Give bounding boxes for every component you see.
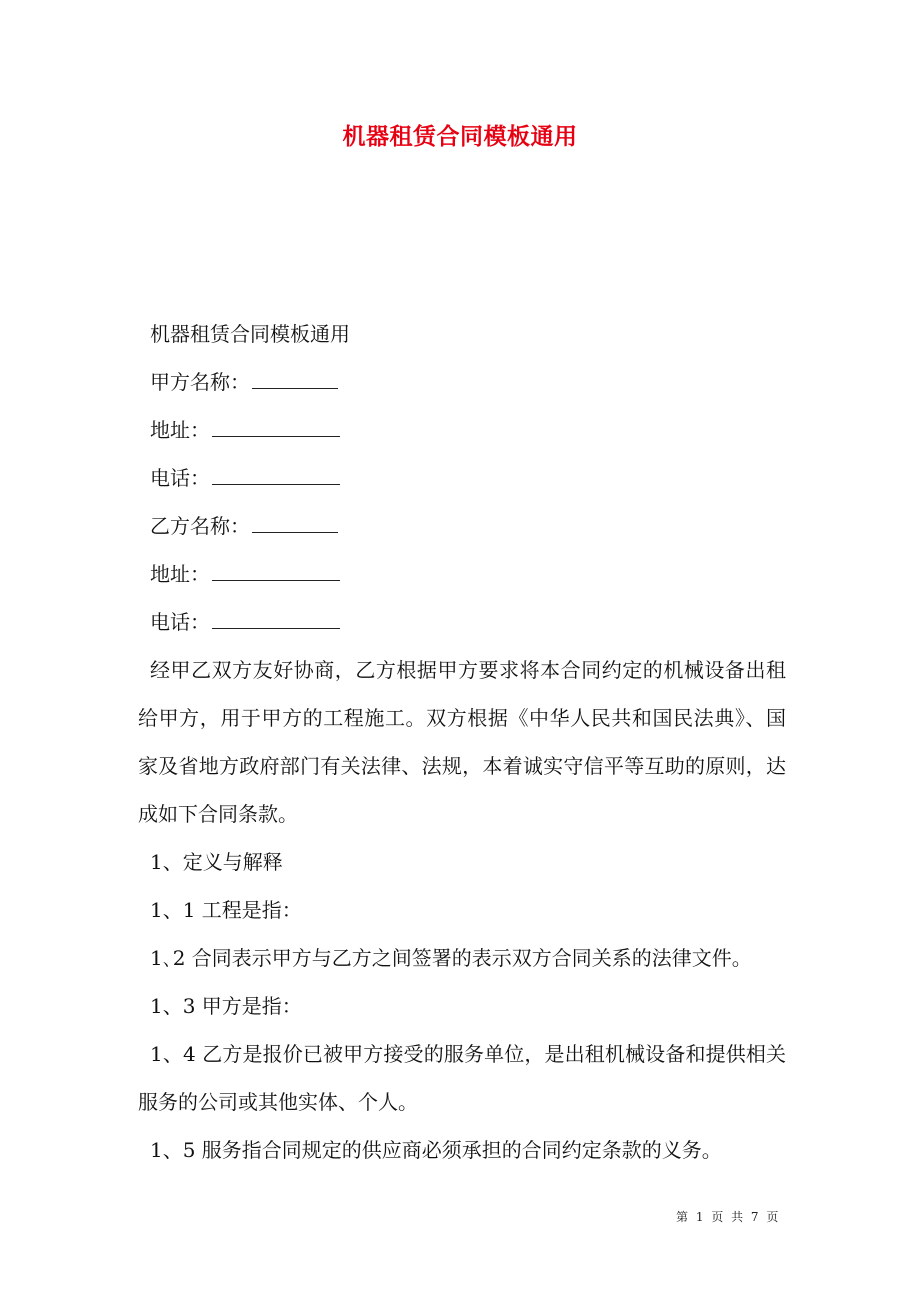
fill-in-blank [212,420,340,437]
fill-in-blank [212,612,340,629]
party-b-phone-field [138,598,786,646]
clause-heading: 1、定义与解释 [150,850,283,874]
party-b-name-field [138,502,786,550]
party-a-name-field [138,358,786,406]
clause-item: 1、3 甲方是指： [150,994,302,1018]
intro-paragraph: 经甲乙双方友好协商，乙方根据甲方要求将本合同约定的机械设备出租给甲方，用于甲方的工程施工。双方根据《中华人民共和国民法典》、国家及省地方政府部门有关法律、法规，本着诚实守信平等互助的原则，达成如下合同条款。 [138,658,786,826]
clause-item: 1、4 乙方是报价已被甲方接受的服务单位，是出租机械设备和提供相关服务的公司或其他实体、个人。 [138,1042,786,1114]
fill-in-blank [252,372,338,389]
clause-item: 1､2 合同表示甲方与乙方之间签署的表示双方合同关系的法律文件。 [150,946,752,970]
field-label: 电话： [150,610,210,634]
page-number: 第 1 页 共 7 页 [676,1210,781,1224]
field-label: 乙方名称： [150,514,250,538]
fill-in-blank [212,468,340,485]
field-label: 电话： [150,466,210,490]
document-body [138,310,786,1174]
document-subtitle: 机器租赁合同模板通用 [150,322,350,346]
fill-in-blank [212,564,340,581]
party-b-address-field [138,550,786,598]
clause-item: 1、1 工程是指： [150,898,302,922]
party-a-phone-field [138,454,786,502]
field-label: 地址： [150,418,210,442]
fill-in-blank [252,516,338,533]
field-label: 甲方名称： [150,370,250,394]
clause-item: 1、5 服务指合同规定的供应商必须承担的合同约定条款的义务。 [150,1138,722,1162]
field-label: 地址： [150,562,210,586]
document-title: 机器租赁合同模板通用 [342,123,578,150]
party-a-address-field [138,406,786,454]
